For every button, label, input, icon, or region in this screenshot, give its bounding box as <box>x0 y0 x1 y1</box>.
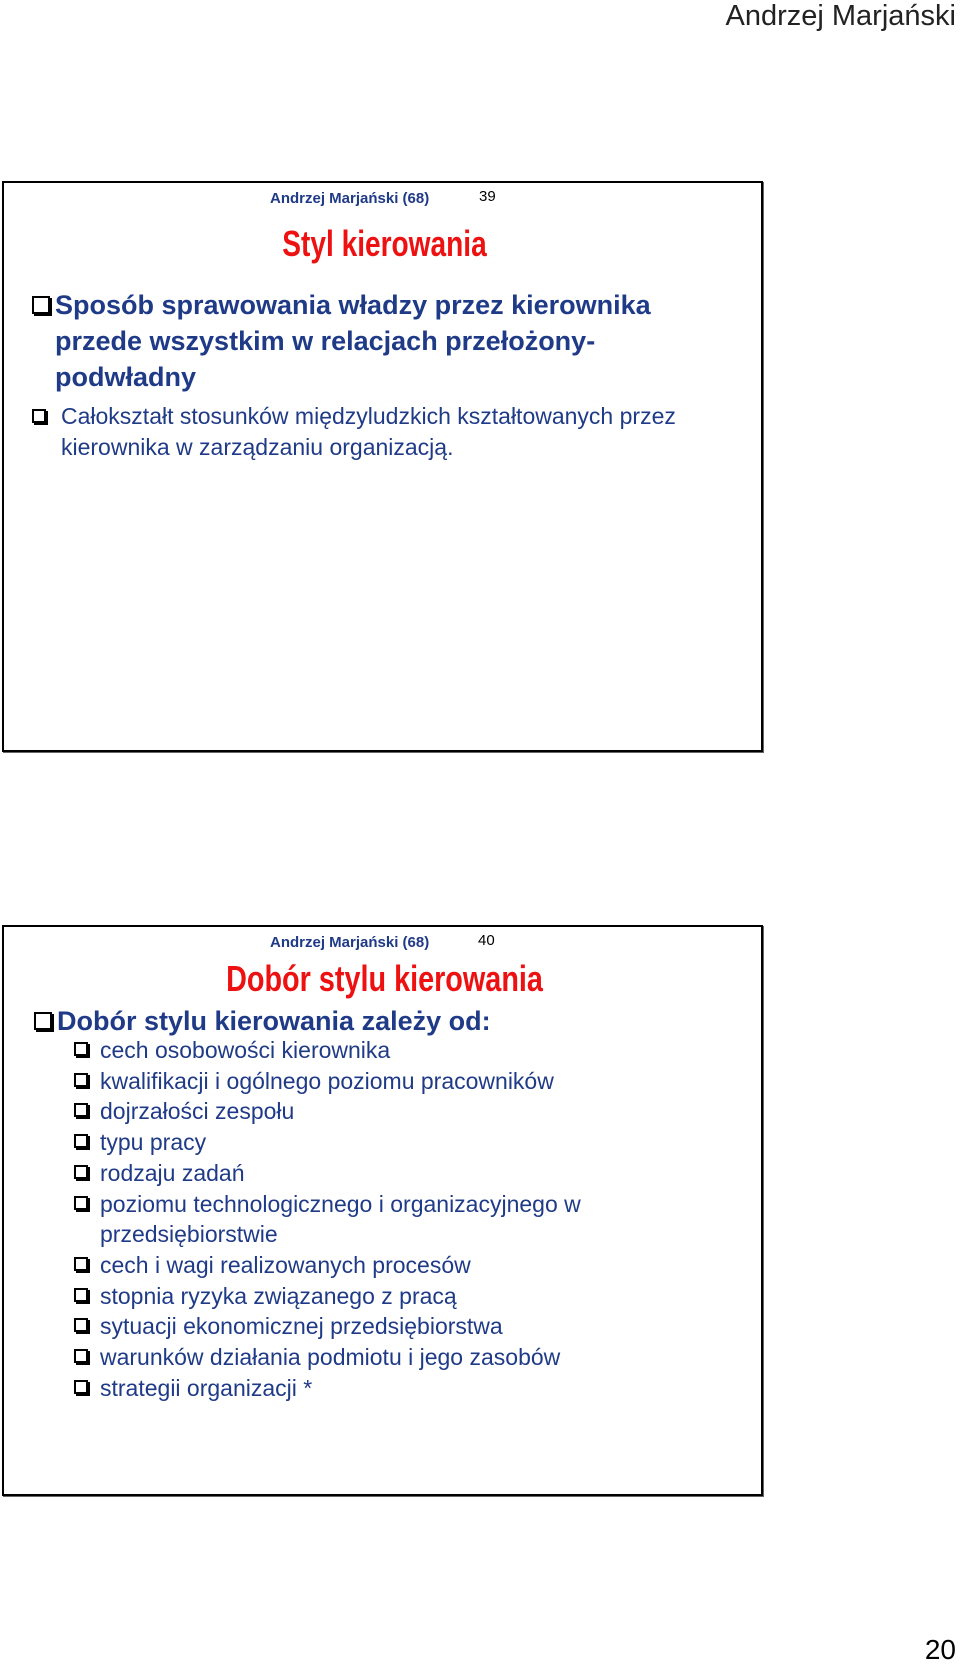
slide-title: Styl kierowania <box>282 223 487 264</box>
list-item <box>74 1342 724 1373</box>
slide-number: 40 <box>478 932 495 949</box>
list-item-text: cech i wagi realizowanych procesów <box>100 1251 471 1278</box>
list-item <box>74 1158 724 1189</box>
checkbox-bullet-icon <box>74 1257 88 1271</box>
slide-author: Andrzej Marjański (68) <box>270 934 430 951</box>
checkbox-bullet-icon <box>74 1380 88 1394</box>
list-item-text: typu pracy <box>100 1129 207 1156</box>
page-header-author: Andrzej Marjański <box>725 0 956 32</box>
list-item <box>74 1096 724 1127</box>
checkbox-bullet-icon <box>34 1012 52 1030</box>
list-item <box>74 1281 724 1312</box>
sub-bullet-list <box>74 1035 724 1403</box>
list-item-text: sytuacji ekonomicznej przedsiębiorstwa <box>100 1313 503 1340</box>
page-number: 20 <box>924 1634 956 1665</box>
slide-title: Dobór stylu kierowania <box>226 958 543 999</box>
checkbox-bullet-icon <box>74 1165 88 1179</box>
list-item <box>74 1066 724 1097</box>
list-item <box>74 1250 724 1281</box>
list-item <box>74 1127 724 1158</box>
list-item-text: rodzaju zadań <box>100 1159 245 1186</box>
bullet-item <box>32 401 752 463</box>
list-item <box>74 1189 634 1250</box>
list-item-text: cech osobowości kierownika <box>100 1037 391 1063</box>
bullet-text: Całokształt stosunków międzyludzkich kształtowanych przez kierownika w zarządzaniu organizacją. <box>61 403 676 460</box>
checkbox-bullet-icon <box>74 1073 88 1087</box>
list-item-text: kwalifikacji i ogólnego poziomu pracowników <box>100 1067 554 1094</box>
checkbox-bullet-icon <box>74 1196 88 1210</box>
list-item-text: stopnia ryzyka związanego z pracą <box>100 1282 457 1309</box>
checkbox-bullet-icon <box>74 1042 88 1056</box>
checkbox-bullet-icon <box>32 296 50 314</box>
list-item-text: warunków działania podmiotu i jego zasobów <box>100 1344 561 1371</box>
checkbox-bullet-icon <box>74 1349 88 1363</box>
checkbox-bullet-icon <box>74 1318 88 1332</box>
bullet-text: Dobór stylu kierowania zależy od: <box>57 1006 491 1036</box>
slide-39 <box>2 181 763 752</box>
list-item-text: poziomu technologicznego i organizacyjnego w przedsiębiorstwie <box>100 1190 581 1248</box>
checkbox-bullet-icon <box>74 1103 88 1117</box>
checkbox-bullet-icon <box>74 1134 88 1148</box>
list-item <box>74 1311 724 1342</box>
list-item-text: strategii organizacji * <box>100 1374 313 1401</box>
list-item <box>74 1373 724 1404</box>
slide-number: 39 <box>479 188 496 205</box>
slide-40 <box>2 925 763 1496</box>
list-item-text: dojrzałości zespołu <box>100 1098 295 1125</box>
bullet-text: Sposób sprawowania władzy przez kierownika przede wszystkim w relacjach przełożony-podwładny <box>55 290 651 392</box>
list-item <box>74 1035 724 1066</box>
slide-author: Andrzej Marjański (68) <box>270 190 430 207</box>
bullet-item <box>32 287 732 395</box>
checkbox-bullet-icon <box>32 409 46 423</box>
lead-bullet <box>34 1003 734 1039</box>
checkbox-bullet-icon <box>74 1288 88 1302</box>
